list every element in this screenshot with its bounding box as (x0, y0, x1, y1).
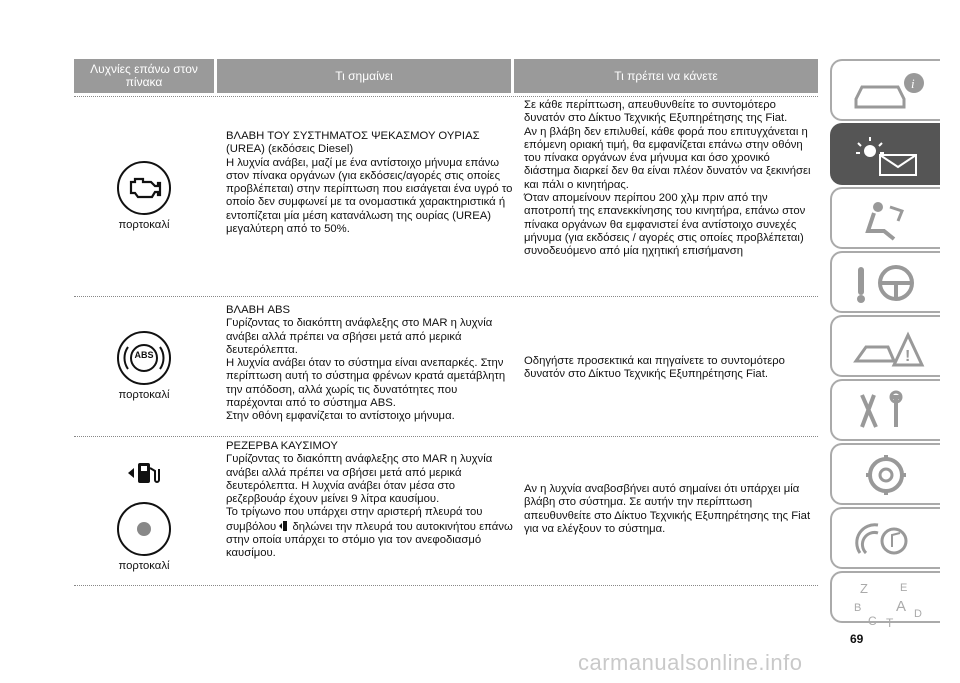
fuel-pump-icon (124, 459, 164, 487)
tab-maintenance[interactable] (830, 379, 940, 441)
color-label: πορτοκαλί (118, 560, 170, 572)
tab-safety[interactable] (830, 187, 940, 249)
color-label: πορτοκαλί (118, 389, 170, 401)
svg-text:A: A (896, 598, 907, 615)
svg-text:i: i (911, 76, 915, 91)
emergency-icon (850, 325, 930, 371)
tab-index[interactable] (830, 571, 940, 627)
meaning-text (226, 440, 514, 561)
tab-emergency[interactable] (830, 315, 940, 377)
action-text: Αν η λυχνία αναβοσβήνει αυτό σημαίνει ότι υπάρχει μία βλάβη στο σύστημα. Σε αυτήν την περίπτωση απευθυνθείτε στο Δίκτυο Τεχνικής Εξυπηρέτησης της Fiat για να ελέγξουν το σύστημα. (524, 483, 811, 535)
safety-seat-icon (850, 197, 930, 243)
abs-icon (117, 331, 171, 385)
svg-text:E: E (900, 582, 908, 594)
tab-car-info[interactable] (830, 59, 940, 121)
page-number: 69 (850, 632, 864, 646)
action-text: Σε κάθε περίπτωση, απευθυνθείτε το συντομότερο δυνατόν στο Δίκτυο Τεχνικής Εξυπηρέτησης της Fiat. Αν η βλάβη δεν επιλυθεί, κάθε φορά που επιτυγχάνεται η επόμενη οριακή τιμή, θα εμφανίζεται επάνω στην οθόνη του πίνακα οργάνων ένα μήνυμα και όσο χρονικό διάστημα διαρκεί δεν θα είναι πλέον δυνατόν να ξεκινήσει και πάλι ο κινητήρας. Όταν απομείνουν περίπου 200 χλμ πριν από την αποτροπή της επανεκκίνησης του κινητήρα, επάνω στον πίνακα οργάνων θα εμφανιστεί ένα αντίστοιχο συνεχές μήνυμα (για εκδόσεις / αγορές στις οποίες προβλέπεται) συνοδευόμενο από μία ηχητική επισήμανση (524, 99, 811, 258)
row-icon-cell (74, 459, 214, 572)
tab-multimedia[interactable] (830, 507, 940, 569)
meaning-text-a: ΡΕΖΕΡΒΑ ΚΑΥΣΙΜΟΥ Γυρίζοντας το διακόπτη ανάφλεξης στο MAR η λυχνία ανάβει αλλά πρέπει να σβήσει μετά από μερικά δευτερόλεπτα. Η λυχνία ανάβει όταν μέσα στο ρεζερβουάρ έχουν μείνει 9 λίτρα καυσίμου. Το τρίγωνο που υπάρχει στην αριστερή πλευρά του συμβόλου (226, 440, 493, 533)
row-divider (74, 585, 818, 586)
meaning-text-b: δηλώνει την πλευρά του αυτοκινήτου επάνω στην οποία υπάρχει το στόμιο για τον ανεφοδιασμό καυσίμου. (226, 520, 513, 560)
color-label: πορτοκαλί (118, 219, 170, 231)
meaning-text: ΒΛΑΒΗ ABS Γυρίζοντας το διακόπτη ανάφλεξης στο MAR η λυχνία ανάβει αλλά πρέπει να σβήσει μετά από μερικά δευτερόλεπτα. Η λυχνία ανάβει όταν το σύστημα είναι ανεπαρκές. Στην περίπτωση αυτή το σύστημα φρένων κρατά αμετάβλητη την απόδοση, αλλά χωρίς τις δυνατότητες που παρέχονται από το σύστημα ABS. Στην οθόνη εμφανίζεται το αντίστοιχο μήνυμα. (226, 304, 506, 423)
header-what-to-do: Τι πρέπει να κάνετε (514, 59, 818, 93)
watermark: carmanualsonline.info (578, 650, 803, 675)
index-icon (850, 581, 930, 627)
warning-lights-icon (850, 133, 930, 179)
svg-text:C: C (868, 614, 877, 627)
action-text: Οδηγήστε προσεκτικά και πηγαίνετε το συντομότερο δυνατόν στο Δίκτυο Τεχνικής Εξυπηρέτησης Fiat. (524, 355, 785, 381)
svg-text:T: T (886, 616, 894, 627)
tab-technical-data[interactable] (830, 443, 940, 505)
multimedia-icon (850, 517, 930, 563)
maintenance-icon (850, 389, 930, 435)
svg-text:B: B (854, 602, 862, 614)
row-divider (74, 96, 818, 97)
abs-label: ABS (134, 350, 154, 360)
tab-warning-lights[interactable] (830, 123, 940, 185)
svg-text:Z: Z (860, 581, 868, 596)
meaning-text: ΒΛΑΒΗ ΤΟΥ ΣΥΣΤΗΜΑΤΟΣ ΨΕΚΑΣΜΟΥ ΟΥΡΙΑΣ (UREA) (εκδόσεις Diesel) Η λυχνία ανάβει, μαζί με ένα αντίστοιχο μήνυμα επάνω στον πίνακα οργάνων (για εκδόσεις/αγορές στις οποίες προβλέπεται) στην περίπτωση που εισάγεται ένα υγρό το οποίο δεν συμφωνεί με τα ονομαστικά χαρακτηριστικά ή εντοπίζεται μία μέση κατανάλωση της ουρίας (UREA) μεγαλύτερη από το 50%. (226, 130, 513, 236)
technical-data-icon (850, 453, 930, 499)
row-divider (74, 296, 818, 297)
fuel-pump-inline-icon (279, 520, 289, 532)
svg-text:D: D (914, 608, 922, 620)
fuel-reserve-icon (117, 502, 171, 556)
tab-starting-driving[interactable] (830, 251, 940, 313)
header-warning-lights: Λυχνίες επάνω στον πίνακα (74, 59, 214, 93)
header-meaning: Τι σημαίνει (217, 59, 511, 93)
row-icon-cell (74, 161, 214, 231)
engine-check-icon (117, 161, 171, 215)
starting-driving-icon (850, 261, 930, 307)
row-divider (74, 436, 818, 437)
row-icon-cell (74, 331, 214, 401)
car-info-icon (850, 69, 930, 115)
svg-text:!: ! (905, 348, 911, 365)
